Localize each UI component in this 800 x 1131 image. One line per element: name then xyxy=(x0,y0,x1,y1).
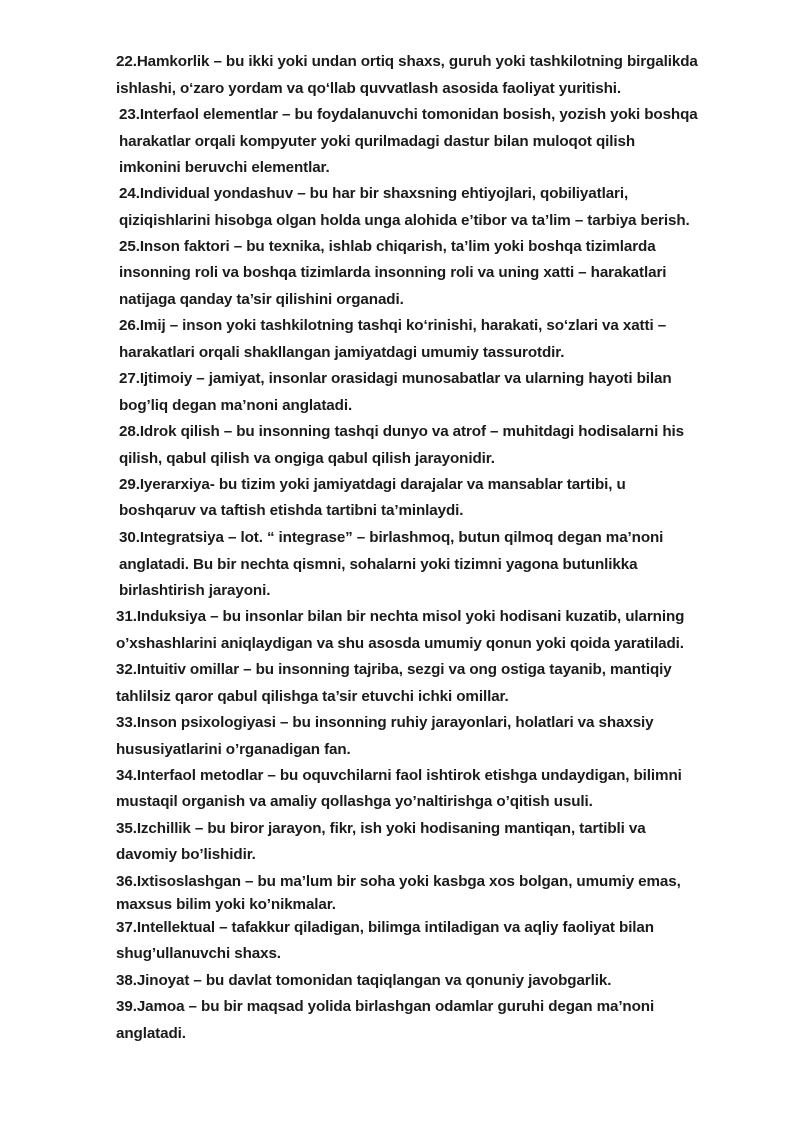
entry-22-line-1: 22.Hamkorlik – bu ikki yoki undan ortiq shaxs, guruh yoki tashkilotning birgalikda xyxy=(116,53,698,70)
entry-29-line-1: 29.Iyerarxiya- bu tizim yoki jamiyatdagi darajalar va mansablar tartibi, u xyxy=(119,476,626,493)
entry-27-line-2: bog’liq degan ma’noni anglatadi. xyxy=(119,397,353,414)
entry-30-line-3: birlashtirish jarayoni. xyxy=(119,582,271,599)
entry-23-line-1: 23.Interfaol elementlar – bu foydalanuvchi tomonidan bosish, yozish yoki boshqa xyxy=(119,106,698,123)
entry-34-line-1: 34.Interfaol metodlar – bu oquvchilarni faol ishtirok etishga undaydigan, bilimni xyxy=(116,767,682,784)
entry-30-line-1: 30.Integratsiya – lot. “ integrase” – birlashmoq, butun qilmoq degan ma’noni xyxy=(119,529,664,546)
entry-37-line-2: shug’ullanuvchi shaxs. xyxy=(116,945,281,962)
entry-24-line-2: qiziqishlarini hisobga olgan holda unga alohida e’tibor va ta’lim – tarbiya berish. xyxy=(119,212,690,229)
entry-31-line-2: o’xshashlarini aniqlaydigan va shu asosda umumiy qonun yoki qoida yaratiladi. xyxy=(116,635,684,652)
entry-23-line-2: harakatlar orqali kompyuter yoki qurilmadagi dastur bilan muloqot qilish xyxy=(119,133,636,150)
entry-27-line-1: 27.Ijtimoiy – jamiyat, insonlar orasidagi munosabatlar va ularning hayoti bilan xyxy=(119,370,672,387)
entry-37-line-1: 37.Intellektual – tafakkur qiladigan, bilimga intiladigan va aqliy faoliyat bilan xyxy=(116,919,654,936)
entry-28-line-2: qilish, qabul qilish va ongiga qabul qilish jarayonidir. xyxy=(119,450,495,467)
entry-25-line-2: insonning roli va boshqa tizimlarda insonning roli va uning xatti – harakatlari xyxy=(119,264,667,281)
entry-33-line-2: hususiyatlarini o’rganadigan fan. xyxy=(116,741,351,758)
entry-25-line-3: natijaga qanday ta’sir qilishini organadi. xyxy=(119,291,404,308)
entry-24-line-1: 24.Individual yondashuv – bu har bir shaxsning ehtiyojlari, qobiliyatlari, xyxy=(119,185,629,202)
entry-30-line-2: anglatadi. Bu bir nechta qismni, sohalarni yoki tizimni yagona butunlikka xyxy=(119,556,638,573)
entry-31-line-1: 31.Induksiya – bu insonlar bilan bir nechta misol yoki hodisani kuzatib, ularning xyxy=(116,608,685,625)
entry-26-line-1: 26.Imij – inson yoki tashkilotning tashqi ko‘rinishi, harakati, so‘zlari va xatti – xyxy=(119,317,667,334)
entry-28-line-1: 28.Idrok qilish – bu insonning tashqi dunyo va atrof – muhitdagi hodisalarni his xyxy=(119,423,684,440)
entry-36-line-2: maxsus bilim yoki ko’nikmalar. xyxy=(116,896,336,913)
entry-39-line-2: anglatadi. xyxy=(116,1025,186,1042)
entry-36-line-1: 36.Ixtisoslashgan – bu ma’lum bir soha yoki kasbga xos bolgan, umumiy emas, xyxy=(116,873,681,890)
entry-26-line-2: harakatlari orqali shakllangan jamiyatdagi umumiy tassurotdir. xyxy=(119,344,565,361)
entry-32-line-1: 32.Intuitiv omillar – bu insonning tajriba, sezgi va ong ostiga tayanib, mantiqiy xyxy=(116,661,672,678)
entry-35-line-1: 35.Izchillik – bu biror jarayon, fikr, ish yoki hodisaning mantiqan, tartibli va xyxy=(116,820,646,837)
entry-39-line-1: 39.Jamoa – bu bir maqsad yolida birlashgan odamlar guruhi degan ma’noni xyxy=(116,998,655,1015)
entry-29-line-2: boshqaruv va taftish etishda tartibni ta’minlaydi. xyxy=(119,502,464,519)
entry-35-line-2: davomiy bo’lishidir. xyxy=(116,846,256,863)
entry-32-line-2: tahlilsiz qaror qabul qilishga ta’sir etuvchi ichki omillar. xyxy=(116,688,509,705)
entry-22-line-2: ishlashi, o‘zaro yordam va qo‘llab quvvatlash asosida faoliyat yuritishi. xyxy=(116,80,622,97)
entry-34-line-2: mustaqil organish va amaliy qollashga yo’naltirishga o’qitish usuli. xyxy=(116,793,593,810)
entry-33-line-1: 33.Inson psixologiyasi – bu insonning ruhiy jarayonlari, holatlari va shaxsiy xyxy=(116,714,654,731)
entry-23-line-3: imkonini beruvchi elementlar. xyxy=(119,159,330,176)
entry-25-line-1: 25.Inson faktori – bu texnika, ishlab chiqarish, ta’lim yoki boshqa tizimlarda xyxy=(119,238,656,255)
entry-38-line-1: 38.Jinoyat – bu davlat tomonidan taqiqlangan va qonuniy javobgarlik. xyxy=(116,972,612,989)
